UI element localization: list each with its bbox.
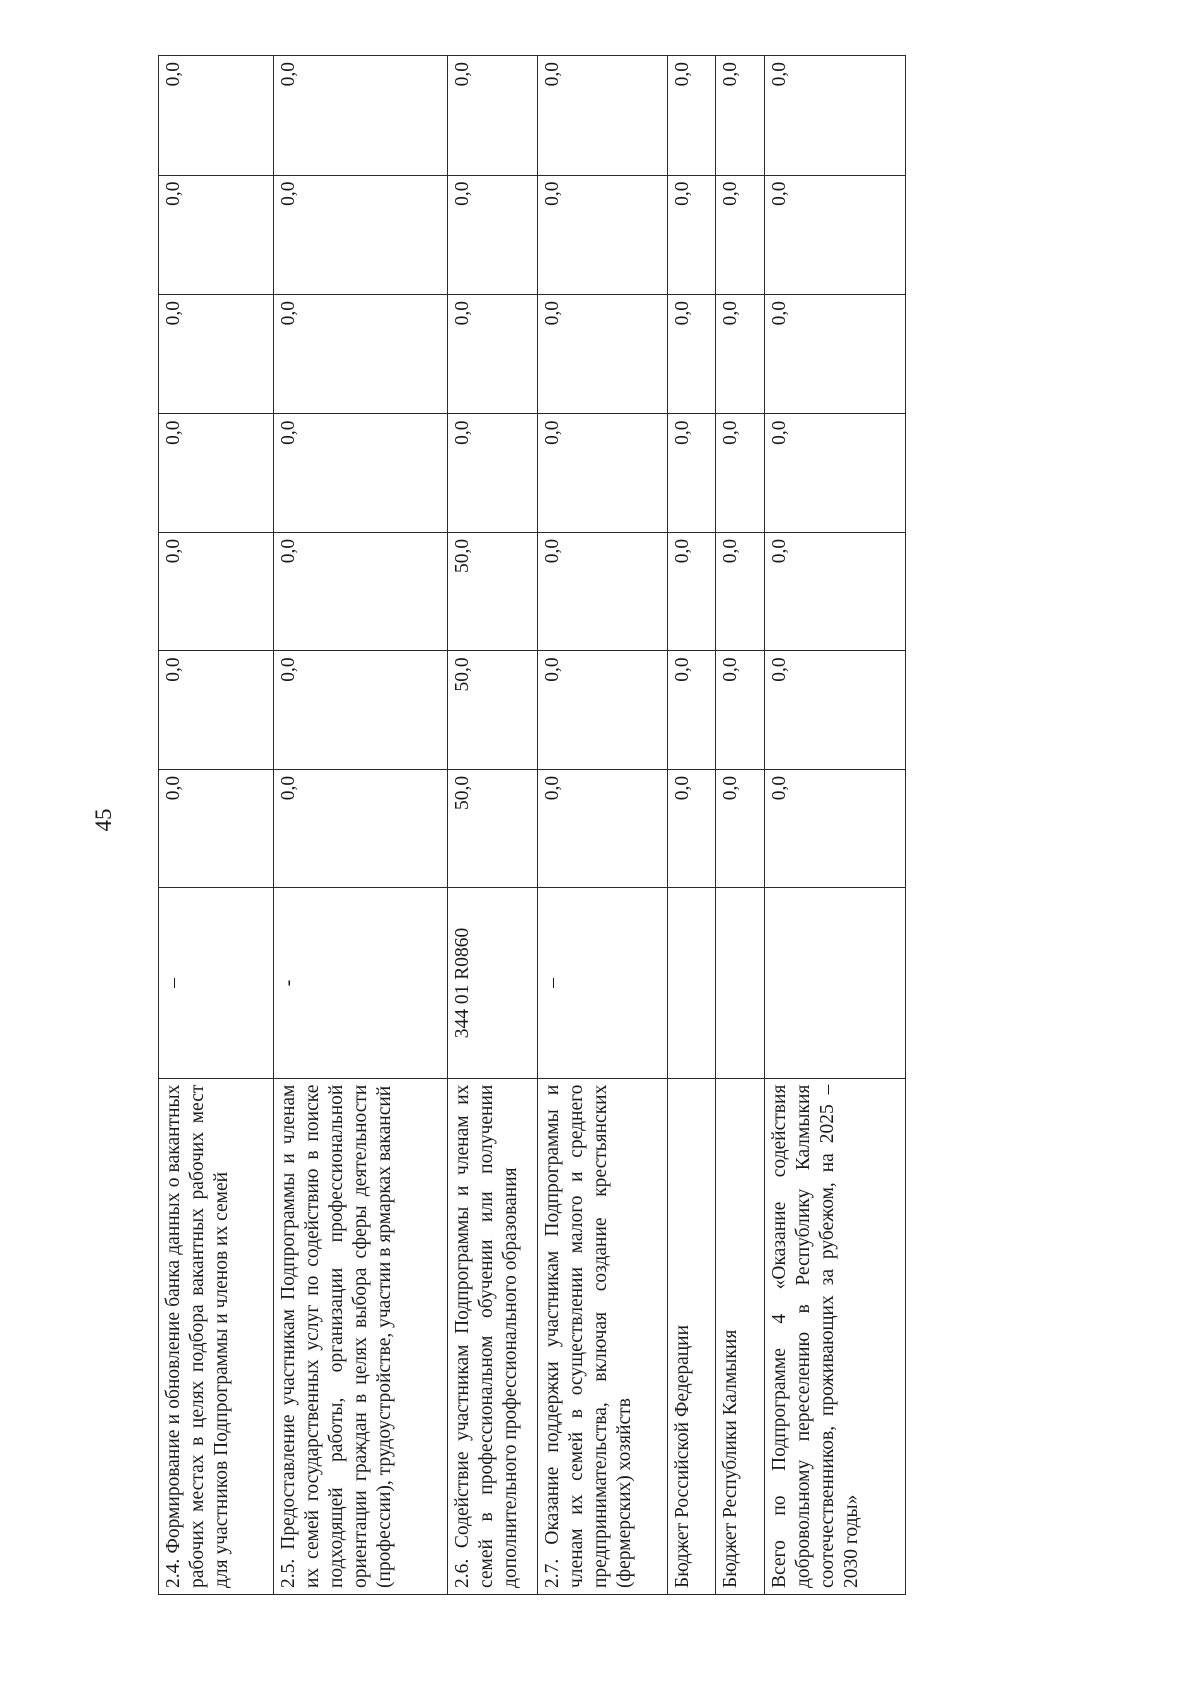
- value-cell: 0,0: [273, 295, 447, 414]
- budget-code: [668, 888, 716, 1078]
- value-cell: 0,0: [273, 414, 447, 532]
- row-name: 2.5. Предоставление участникам Подпрограммы и членам их семей государственных услуг по содействию в поиске подходящей работы, организации профессиональной ориентации граждан в целях выбора сферы деятельности (профессии), трудоустройстве, участии в ярмарках вакансий: [273, 1078, 447, 1594]
- page-number: 45: [91, 808, 116, 832]
- value-cell: 0,0: [159, 175, 274, 294]
- value-cell: 0,0: [764, 414, 905, 532]
- value-cell: 0,0: [538, 56, 668, 176]
- value-cell: 0,0: [764, 532, 905, 650]
- value-cell: 0,0: [716, 414, 764, 532]
- table-row: [273, 56, 447, 1595]
- value-cell: 0,0: [159, 651, 274, 769]
- value-cell: 0,0: [668, 769, 716, 887]
- value-cell: 0,0: [764, 769, 905, 887]
- table-row: [447, 56, 537, 1595]
- budget-code: –: [538, 888, 668, 1078]
- value-cell: 0,0: [538, 414, 668, 532]
- value-cell: 0,0: [668, 532, 716, 650]
- rotated-table-container: [158, 55, 906, 1595]
- budget-code: 344 01 R0860: [447, 888, 537, 1078]
- value-cell: 0,0: [159, 532, 274, 650]
- value-cell: 0,0: [538, 175, 668, 294]
- budget-code: [716, 888, 764, 1078]
- value-cell: 0,0: [668, 175, 716, 294]
- value-cell: 0,0: [764, 56, 905, 176]
- value-cell: 0,0: [273, 532, 447, 650]
- value-cell: 0,0: [668, 651, 716, 769]
- budget-code: [764, 888, 905, 1078]
- value-cell: 0,0: [538, 295, 668, 414]
- value-cell: 0,0: [764, 651, 905, 769]
- value-cell: 0,0: [159, 295, 274, 414]
- value-cell: 0,0: [273, 651, 447, 769]
- value-cell: 0,0: [273, 769, 447, 887]
- value-cell: 0,0: [273, 175, 447, 294]
- value-cell: 0,0: [538, 651, 668, 769]
- row-name: 2.4. Формирование и обновление банка данных о вакантных рабочих местах в целях подбора вакантных рабочих мест для участников Подпрограммы и членов их семей: [159, 1078, 274, 1594]
- row-name: Всего по Подпрограмме 4 «Оказание содействия добровольному переселению в Республику Калмыкия соотечественников, проживающих за рубежом, на 2025 – 2030 годы»: [764, 1078, 905, 1594]
- value-cell: 50,0: [447, 651, 537, 769]
- value-cell: 0,0: [159, 414, 274, 532]
- value-cell: 0,0: [764, 175, 905, 294]
- value-cell: 50,0: [447, 769, 537, 887]
- value-cell: 0,0: [764, 295, 905, 414]
- value-cell: 0,0: [159, 56, 274, 176]
- value-cell: 0,0: [668, 295, 716, 414]
- row-name: Бюджет Республики Калмыкия: [716, 1078, 764, 1594]
- table-row: [668, 56, 716, 1595]
- value-cell: 0,0: [538, 532, 668, 650]
- value-cell: 0,0: [668, 414, 716, 532]
- value-cell: 0,0: [716, 769, 764, 887]
- value-cell: 0,0: [716, 651, 764, 769]
- row-name: 2.7. Оказание поддержки участникам Подпрограммы и членам их семей в осуществлении малого и среднего предпринимательства, включая создание крестьянских (фермерских) хозяйств: [538, 1078, 668, 1594]
- row-name: Бюджет Российской Федерации: [668, 1078, 716, 1594]
- row-name: 2.6. Содействие участникам Подпрограммы и членам их семей в профессиональном обучении или получении дополнительного профессионального образования: [447, 1078, 537, 1594]
- table-row: [716, 56, 764, 1595]
- value-cell: 0,0: [716, 532, 764, 650]
- table-row: [538, 56, 668, 1595]
- value-cell: 0,0: [716, 175, 764, 294]
- budget-code: –: [159, 888, 274, 1078]
- budget-table: [158, 55, 906, 1595]
- table-row: [159, 56, 274, 1595]
- value-cell: 0,0: [447, 56, 537, 176]
- value-cell: 50,0: [447, 532, 537, 650]
- value-cell: 0,0: [273, 56, 447, 176]
- value-cell: 0,0: [668, 56, 716, 176]
- value-cell: 0,0: [716, 56, 764, 176]
- value-cell: 0,0: [716, 295, 764, 414]
- value-cell: 0,0: [538, 769, 668, 887]
- value-cell: 0,0: [159, 769, 274, 887]
- value-cell: 0,0: [447, 175, 537, 294]
- value-cell: 0,0: [447, 414, 537, 532]
- value-cell: 0,0: [447, 295, 537, 414]
- budget-code: -: [273, 888, 447, 1078]
- table-row: [764, 56, 905, 1595]
